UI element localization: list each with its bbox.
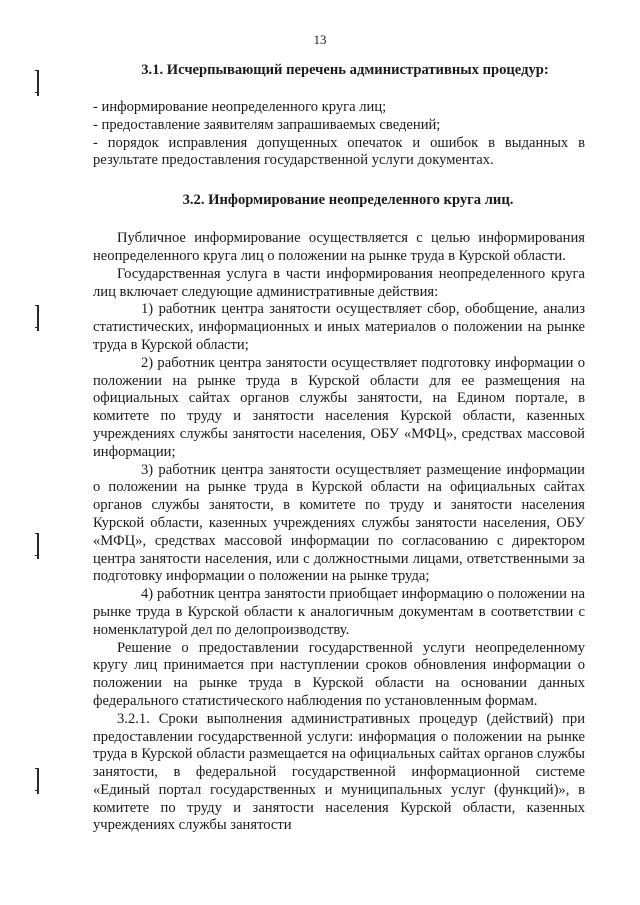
binding-hole-mark — [37, 768, 41, 794]
paragraph: 2) работник центра занятости осуществляет подготовку информации о положении на рынке труда в Курской области для ее размещения на официальных сайтах органов службы занятости, на Едином портале, в комитете по труду и занятости населения Курской области, казенных учреждениях службы занятости населения, ОБУ «МФЦ», средствах массовой информации; — [93, 354, 585, 460]
page-number: 13 — [313, 32, 327, 47]
list-item: - информирование неопределенного круга лиц; — [93, 99, 387, 115]
list-item: - порядок исправления допущенных опечаток и ошибок в выданных в результате предоставления государственной услуги документах. — [93, 134, 585, 169]
paragraph: 4) работник центра занятости приобщает информацию о положении на рынке труда в Курской области к аналогичным документам в соответствии с номенклатурой дел по делопроизводству. — [93, 586, 585, 638]
binding-hole-mark — [37, 70, 41, 96]
paragraph: Государственная услуга в части информирования неопределенного круга лиц включает следующие административные действия: — [93, 265, 585, 300]
list-item: - предоставление заявителям запрашиваемых сведений; — [93, 116, 441, 133]
paragraph: 3.2.1. Сроки выполнения административных процедур (действий) при предоставлении государственной услуги: информация о положении на рынке труда в Курской области размещается на официальных сайтах органов службы занятости, в федеральной государственной информационной системе «Единый портал государственных и муниципальных услуг (функций)», в комитете по труду и занятости населения Курской области, казенных учреждениях службы занятости — [93, 710, 585, 834]
paragraph: 1) работник центра занятости осуществляет сбор, обобщение, анализ статистических, информационных и иных материалов о положении на рынке труда в Курской области; — [93, 301, 585, 353]
document-body — [93, 56, 585, 835]
binding-hole-mark — [37, 533, 41, 559]
procedure-list — [93, 99, 585, 170]
binding-hole-mark — [37, 305, 41, 331]
paragraph: Решение о предоставлении государственной услуги неопределенному кругу лиц принимается при наступлении сроков обновления информации о положении на рынке труда в Курской области на основании данных федерального статистического наблюдения по установленным формам. — [93, 639, 585, 709]
paragraph: Публичное информирование осуществляется с целью информирования неопределенного круга лиц о положении на рынке труда в Курской области. — [93, 230, 585, 264]
section-heading-3-2: 3.2. Информирование неопределенного круга лиц. — [182, 192, 514, 209]
paragraph: 3) работник центра занятости осуществляет размещение информации о положении на рынке труда в Курской области на официальных сайтах органов службы занятости, в комитете по труду и занятости населения Курской области, казенных учреждениях службы занятости населения, ОБУ «МФЦ», средствах массовой информации по согласованию с директором центра занятости населения, или с должностными лицами, ответственными за подготовку информации о положении на рынке труда; — [93, 461, 585, 585]
section-heading-3-1: 3.1. Исчерпывающий перечень административных процедур: — [141, 62, 549, 78]
